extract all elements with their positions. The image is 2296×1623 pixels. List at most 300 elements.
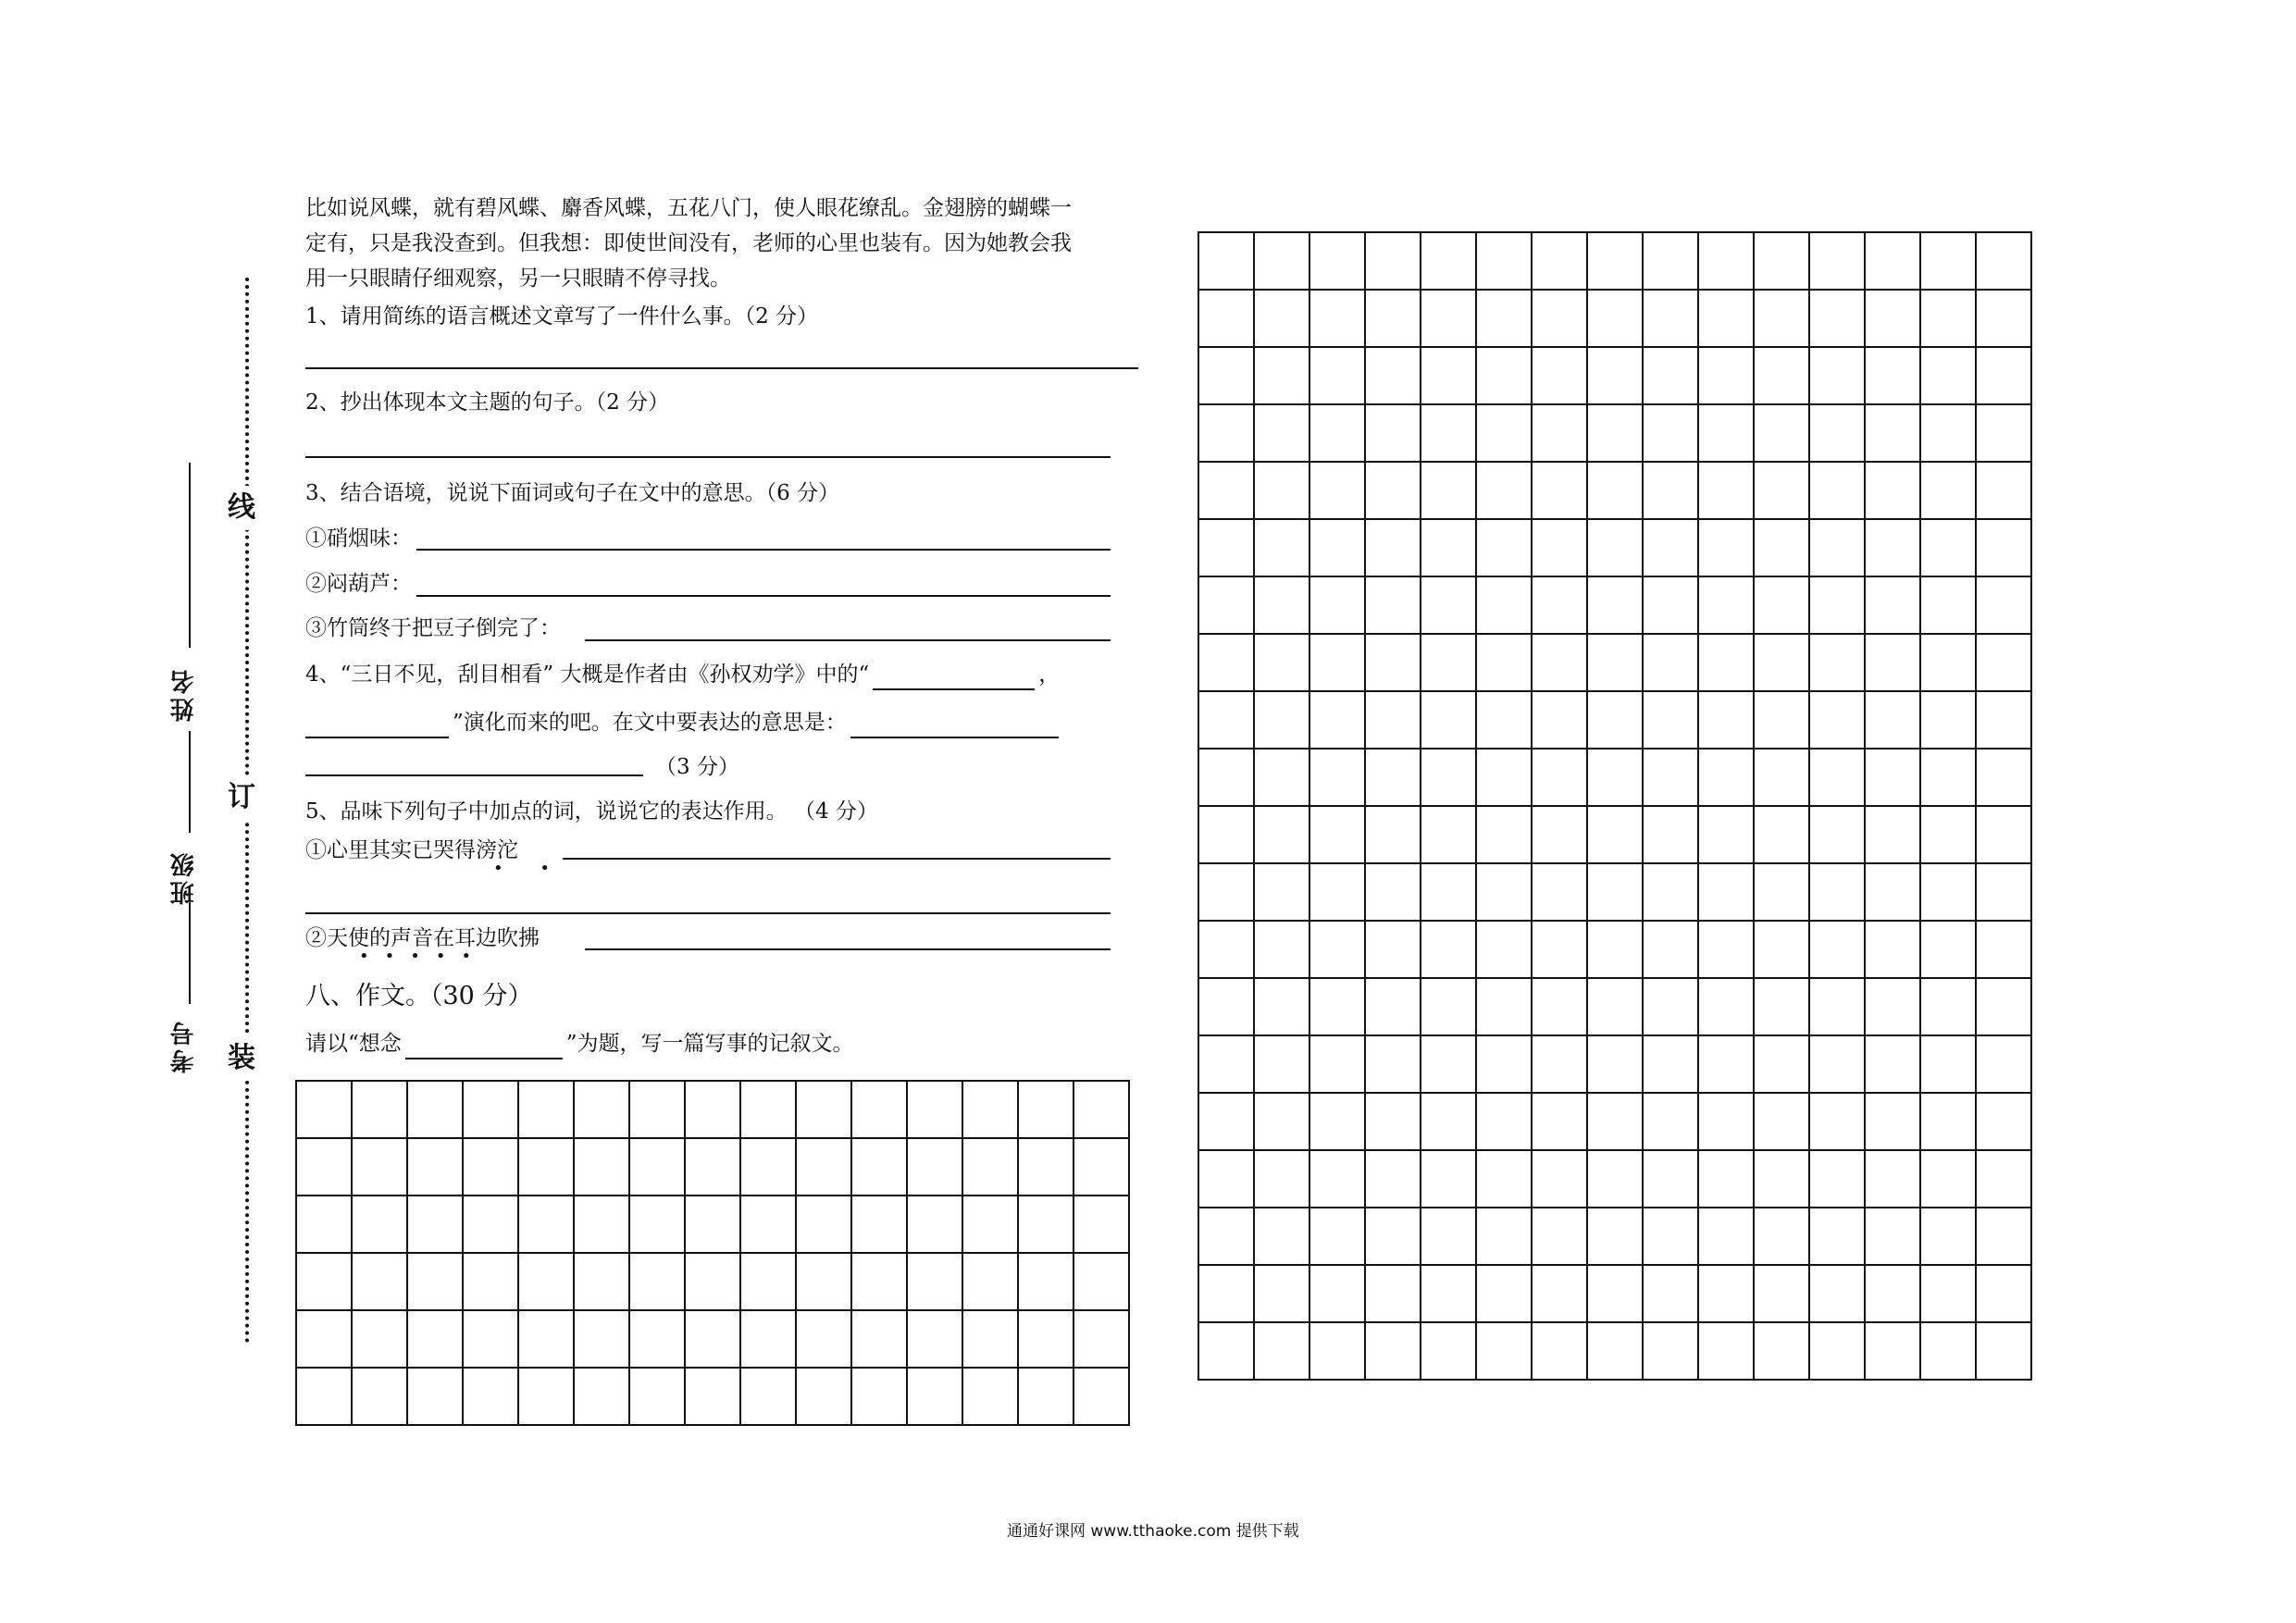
grid-cell[interactable] xyxy=(407,1253,463,1310)
grid-cell[interactable] xyxy=(1421,404,1476,462)
grid-cell[interactable] xyxy=(1865,921,1920,978)
grid-cell[interactable] xyxy=(1754,519,1809,576)
grid-cell[interactable] xyxy=(1365,347,1421,404)
grid-cell[interactable] xyxy=(1365,519,1421,576)
grid-cell[interactable] xyxy=(685,1138,740,1196)
grid-cell[interactable] xyxy=(1643,1322,1698,1380)
grid-cell[interactable] xyxy=(1754,634,1809,691)
grid-cell[interactable] xyxy=(1920,519,1976,576)
answer-line-q3-3[interactable] xyxy=(585,639,1111,641)
grid-cell[interactable] xyxy=(1587,806,1643,863)
grid-cell[interactable] xyxy=(1254,634,1309,691)
grid-cell[interactable] xyxy=(574,1253,629,1310)
grid-cell[interactable] xyxy=(1365,1322,1421,1380)
grid-cell[interactable] xyxy=(1365,1150,1421,1208)
grid-cell[interactable] xyxy=(1865,634,1920,691)
grid-cell[interactable] xyxy=(1643,749,1698,806)
grid-cell[interactable] xyxy=(1365,634,1421,691)
grid-cell[interactable] xyxy=(1587,749,1643,806)
grid-cell[interactable] xyxy=(1532,691,1587,749)
grid-cell[interactable] xyxy=(1309,519,1365,576)
grid-cell[interactable] xyxy=(1920,462,1976,519)
grid-cell[interactable] xyxy=(1309,232,1365,290)
grid-cell[interactable] xyxy=(1643,1035,1698,1093)
grid-cell[interactable] xyxy=(1309,806,1365,863)
grid-cell[interactable] xyxy=(1976,691,2031,749)
grid-cell[interactable] xyxy=(962,1310,1018,1368)
grid-cell[interactable] xyxy=(296,1310,352,1368)
grid-cell[interactable] xyxy=(1587,863,1643,921)
grid-cell[interactable] xyxy=(740,1138,796,1196)
grid-cell[interactable] xyxy=(1865,1208,1920,1265)
grid-cell[interactable] xyxy=(1254,232,1309,290)
grid-cell[interactable] xyxy=(1698,863,1754,921)
grid-cell[interactable] xyxy=(1587,691,1643,749)
grid-cell[interactable] xyxy=(518,1138,574,1196)
grid-cell[interactable] xyxy=(1309,634,1365,691)
grid-cell[interactable] xyxy=(1587,1093,1643,1150)
grid-cell[interactable] xyxy=(1365,691,1421,749)
grid-cell[interactable] xyxy=(1809,634,1865,691)
answer-line-q5-2[interactable] xyxy=(585,948,1111,950)
grid-cell[interactable] xyxy=(1809,1035,1865,1093)
grid-cell[interactable] xyxy=(1754,1150,1809,1208)
grid-cell[interactable] xyxy=(1865,1035,1920,1093)
grid-cell[interactable] xyxy=(1018,1253,1074,1310)
grid-cell[interactable] xyxy=(851,1138,907,1196)
grid-cell[interactable] xyxy=(1476,1150,1532,1208)
grid-cell[interactable] xyxy=(1809,806,1865,863)
grid-cell[interactable] xyxy=(1074,1253,1129,1310)
grid-cell[interactable] xyxy=(1587,290,1643,347)
grid-cell[interactable] xyxy=(1309,1208,1365,1265)
grid-cell[interactable] xyxy=(1976,232,2031,290)
grid-cell[interactable] xyxy=(851,1081,907,1138)
grid-cell[interactable] xyxy=(518,1196,574,1253)
grid-cell[interactable] xyxy=(1365,863,1421,921)
grid-cell[interactable] xyxy=(1309,1265,1365,1322)
grid-cell[interactable] xyxy=(1198,634,1254,691)
grid-cell[interactable] xyxy=(407,1310,463,1368)
grid-cell[interactable] xyxy=(1365,749,1421,806)
grid-cell[interactable] xyxy=(1754,691,1809,749)
grid-cell[interactable] xyxy=(962,1196,1018,1253)
grid-cell[interactable] xyxy=(296,1138,352,1196)
grid-cell[interactable] xyxy=(962,1138,1018,1196)
grid-cell[interactable] xyxy=(1198,519,1254,576)
grid-cell[interactable] xyxy=(1476,290,1532,347)
grid-cell[interactable] xyxy=(1865,519,1920,576)
grid-cell[interactable] xyxy=(1920,1150,1976,1208)
grid-cell[interactable] xyxy=(463,1253,518,1310)
grid-cell[interactable] xyxy=(1198,576,1254,634)
grid-cell[interactable] xyxy=(1865,978,1920,1035)
grid-cell[interactable] xyxy=(1865,462,1920,519)
grid-cell[interactable] xyxy=(1976,347,2031,404)
grid-cell[interactable] xyxy=(1587,1265,1643,1322)
grid-cell[interactable] xyxy=(1198,863,1254,921)
grid-cell[interactable] xyxy=(1476,462,1532,519)
grid-cell[interactable] xyxy=(1198,921,1254,978)
grid-cell[interactable] xyxy=(1198,1035,1254,1093)
grid-cell[interactable] xyxy=(574,1368,629,1425)
grid-cell[interactable] xyxy=(1920,691,1976,749)
grid-cell[interactable] xyxy=(1254,1093,1309,1150)
grid-cell[interactable] xyxy=(1074,1081,1129,1138)
grid-cell[interactable] xyxy=(1809,1093,1865,1150)
grid-cell[interactable] xyxy=(1754,1322,1809,1380)
grid-cell[interactable] xyxy=(1309,1035,1365,1093)
grid-cell[interactable] xyxy=(851,1253,907,1310)
answer-line-q2[interactable] xyxy=(305,456,1111,458)
grid-cell[interactable] xyxy=(1754,1035,1809,1093)
grid-cell[interactable] xyxy=(1698,290,1754,347)
grid-cell[interactable] xyxy=(1421,232,1476,290)
grid-cell[interactable] xyxy=(796,1138,851,1196)
grid-cell[interactable] xyxy=(1365,1035,1421,1093)
grid-cell[interactable] xyxy=(1976,404,2031,462)
grid-cell[interactable] xyxy=(1018,1310,1074,1368)
grid-cell[interactable] xyxy=(1865,1265,1920,1322)
grid-cell[interactable] xyxy=(1809,290,1865,347)
grid-cell[interactable] xyxy=(1976,806,2031,863)
grid-cell[interactable] xyxy=(1074,1138,1129,1196)
grid-cell[interactable] xyxy=(1587,1322,1643,1380)
grid-cell[interactable] xyxy=(1698,1035,1754,1093)
grid-cell[interactable] xyxy=(1587,519,1643,576)
grid-cell[interactable] xyxy=(1309,347,1365,404)
grid-cell[interactable] xyxy=(296,1253,352,1310)
grid-cell[interactable] xyxy=(1587,634,1643,691)
grid-cell[interactable] xyxy=(1643,519,1698,576)
grid-cell[interactable] xyxy=(1865,232,1920,290)
grid-cell[interactable] xyxy=(1254,863,1309,921)
grid-cell[interactable] xyxy=(907,1253,962,1310)
grid-cell[interactable] xyxy=(907,1081,962,1138)
grid-cell[interactable] xyxy=(1920,921,1976,978)
grid-cell[interactable] xyxy=(1976,921,2031,978)
grid-cell[interactable] xyxy=(1809,978,1865,1035)
grid-cell[interactable] xyxy=(1476,1265,1532,1322)
grid-cell[interactable] xyxy=(1698,232,1754,290)
grid-cell[interactable] xyxy=(1809,921,1865,978)
grid-cell[interactable] xyxy=(1532,1265,1587,1322)
grid-cell[interactable] xyxy=(907,1310,962,1368)
grid-cell[interactable] xyxy=(1643,232,1698,290)
grid-cell[interactable] xyxy=(463,1310,518,1368)
grid-cell[interactable] xyxy=(1476,749,1532,806)
grid-cell[interactable] xyxy=(1643,863,1698,921)
grid-cell[interactable] xyxy=(1754,921,1809,978)
grid-cell[interactable] xyxy=(1476,347,1532,404)
grid-cell[interactable] xyxy=(1587,576,1643,634)
grid-cell[interactable] xyxy=(1643,347,1698,404)
grid-cell[interactable] xyxy=(1421,691,1476,749)
grid-cell[interactable] xyxy=(1532,1322,1587,1380)
grid-cell[interactable] xyxy=(740,1081,796,1138)
grid-cell[interactable] xyxy=(1587,404,1643,462)
grid-cell[interactable] xyxy=(1421,1322,1476,1380)
grid-cell[interactable] xyxy=(1698,921,1754,978)
grid-cell[interactable] xyxy=(1365,978,1421,1035)
grid-cell[interactable] xyxy=(1018,1081,1074,1138)
grid-cell[interactable] xyxy=(1698,806,1754,863)
grid-cell[interactable] xyxy=(1809,232,1865,290)
grid-cell[interactable] xyxy=(1074,1196,1129,1253)
grid-cell[interactable] xyxy=(1698,1093,1754,1150)
grid-cell[interactable] xyxy=(1421,634,1476,691)
grid-cell[interactable] xyxy=(1754,347,1809,404)
grid-cell[interactable] xyxy=(1754,462,1809,519)
grid-cell[interactable] xyxy=(1254,1265,1309,1322)
grid-cell[interactable] xyxy=(1421,1150,1476,1208)
grid-cell[interactable] xyxy=(1365,1208,1421,1265)
grid-cell[interactable] xyxy=(1254,749,1309,806)
grid-cell[interactable] xyxy=(1254,576,1309,634)
grid-cell[interactable] xyxy=(1754,576,1809,634)
grid-cell[interactable] xyxy=(1643,1208,1698,1265)
grid-cell[interactable] xyxy=(296,1081,352,1138)
grid-cell[interactable] xyxy=(740,1196,796,1253)
grid-cell[interactable] xyxy=(1809,691,1865,749)
grid-cell[interactable] xyxy=(352,1253,407,1310)
grid-cell[interactable] xyxy=(1920,1208,1976,1265)
grid-cell[interactable] xyxy=(352,1310,407,1368)
grid-cell[interactable] xyxy=(1976,1208,2031,1265)
grid-cell[interactable] xyxy=(463,1081,518,1138)
grid-cell[interactable] xyxy=(1309,863,1365,921)
grid-cell[interactable] xyxy=(1254,290,1309,347)
grid-cell[interactable] xyxy=(1754,749,1809,806)
grid-cell[interactable] xyxy=(1421,347,1476,404)
grid-cell[interactable] xyxy=(1976,749,2031,806)
grid-cell[interactable] xyxy=(1309,290,1365,347)
grid-cell[interactable] xyxy=(1198,691,1254,749)
grid-cell[interactable] xyxy=(1865,404,1920,462)
grid-cell[interactable] xyxy=(1532,806,1587,863)
grid-cell[interactable] xyxy=(1421,519,1476,576)
grid-cell[interactable] xyxy=(1532,1093,1587,1150)
grid-cell[interactable] xyxy=(1587,1035,1643,1093)
q4-blank-3[interactable] xyxy=(850,712,1059,738)
grid-cell[interactable] xyxy=(1698,634,1754,691)
answer-line-q5-1b[interactable] xyxy=(305,912,1111,914)
grid-cell[interactable] xyxy=(1198,290,1254,347)
grid-cell[interactable] xyxy=(1809,749,1865,806)
grid-cell[interactable] xyxy=(1532,921,1587,978)
grid-cell[interactable] xyxy=(1920,1322,1976,1380)
grid-cell[interactable] xyxy=(1976,1322,2031,1380)
grid-cell[interactable] xyxy=(1643,462,1698,519)
grid-cell[interactable] xyxy=(1587,1208,1643,1265)
grid-cell[interactable] xyxy=(1254,347,1309,404)
grid-cell[interactable] xyxy=(1587,462,1643,519)
grid-cell[interactable] xyxy=(1421,1265,1476,1322)
grid-cell[interactable] xyxy=(407,1196,463,1253)
grid-cell[interactable] xyxy=(962,1253,1018,1310)
grid-cell[interactable] xyxy=(1421,576,1476,634)
grid-cell[interactable] xyxy=(1865,290,1920,347)
grid-cell[interactable] xyxy=(796,1253,851,1310)
grid-cell[interactable] xyxy=(1809,1208,1865,1265)
grid-cell[interactable] xyxy=(1309,921,1365,978)
grid-cell[interactable] xyxy=(962,1081,1018,1138)
grid-cell[interactable] xyxy=(1421,978,1476,1035)
q4-blank-1[interactable] xyxy=(873,664,1035,690)
grid-cell[interactable] xyxy=(629,1138,685,1196)
grid-cell[interactable] xyxy=(1698,978,1754,1035)
grid-cell[interactable] xyxy=(1754,232,1809,290)
grid-cell[interactable] xyxy=(1309,978,1365,1035)
grid-cell[interactable] xyxy=(1254,921,1309,978)
grid-cell[interactable] xyxy=(1476,863,1532,921)
answer-line-q5-1[interactable] xyxy=(563,858,1111,860)
grid-cell[interactable] xyxy=(1018,1196,1074,1253)
composition-grid-right[interactable] xyxy=(1198,231,2032,1381)
grid-cell[interactable] xyxy=(1754,1093,1809,1150)
grid-cell[interactable] xyxy=(1809,1322,1865,1380)
grid-cell[interactable] xyxy=(1476,806,1532,863)
grid-cell[interactable] xyxy=(1587,232,1643,290)
grid-cell[interactable] xyxy=(1421,290,1476,347)
grid-cell[interactable] xyxy=(1754,863,1809,921)
grid-cell[interactable] xyxy=(1809,462,1865,519)
grid-cell[interactable] xyxy=(796,1368,851,1425)
grid-cell[interactable] xyxy=(407,1138,463,1196)
grid-cell[interactable] xyxy=(1532,232,1587,290)
grid-cell[interactable] xyxy=(1198,978,1254,1035)
grid-cell[interactable] xyxy=(1976,1035,2031,1093)
grid-cell[interactable] xyxy=(1198,1322,1254,1380)
grid-cell[interactable] xyxy=(1809,1265,1865,1322)
answer-line-q3-2[interactable] xyxy=(416,595,1111,597)
grid-cell[interactable] xyxy=(1254,806,1309,863)
grid-cell[interactable] xyxy=(1865,1150,1920,1208)
grid-cell[interactable] xyxy=(1254,404,1309,462)
grid-cell[interactable] xyxy=(1754,1265,1809,1322)
grid-cell[interactable] xyxy=(1476,576,1532,634)
grid-cell[interactable] xyxy=(1809,519,1865,576)
grid-cell[interactable] xyxy=(851,1368,907,1425)
grid-cell[interactable] xyxy=(1198,1093,1254,1150)
grid-cell[interactable] xyxy=(1865,806,1920,863)
grid-cell[interactable] xyxy=(796,1081,851,1138)
grid-cell[interactable] xyxy=(685,1310,740,1368)
grid-cell[interactable] xyxy=(1309,462,1365,519)
grid-cell[interactable] xyxy=(907,1368,962,1425)
name-field-line[interactable] xyxy=(189,463,191,648)
grid-cell[interactable] xyxy=(1643,290,1698,347)
grid-cell[interactable] xyxy=(1532,863,1587,921)
grid-cell[interactable] xyxy=(1309,1093,1365,1150)
grid-cell[interactable] xyxy=(685,1253,740,1310)
grid-cell[interactable] xyxy=(1309,1322,1365,1380)
grid-cell[interactable] xyxy=(296,1196,352,1253)
grid-cell[interactable] xyxy=(1309,1150,1365,1208)
grid-cell[interactable] xyxy=(1587,921,1643,978)
grid-cell[interactable] xyxy=(574,1196,629,1253)
grid-cell[interactable] xyxy=(1198,1150,1254,1208)
grid-cell[interactable] xyxy=(1532,404,1587,462)
grid-cell[interactable] xyxy=(685,1081,740,1138)
grid-cell[interactable] xyxy=(1643,404,1698,462)
grid-cell[interactable] xyxy=(740,1368,796,1425)
grid-cell[interactable] xyxy=(1587,978,1643,1035)
grid-cell[interactable] xyxy=(518,1253,574,1310)
grid-cell[interactable] xyxy=(629,1081,685,1138)
grid-cell[interactable] xyxy=(1476,1093,1532,1150)
grid-cell[interactable] xyxy=(352,1196,407,1253)
grid-cell[interactable] xyxy=(1920,806,1976,863)
grid-cell[interactable] xyxy=(1365,921,1421,978)
grid-cell[interactable] xyxy=(1865,347,1920,404)
grid-cell[interactable] xyxy=(1476,232,1532,290)
q4-blank-2[interactable] xyxy=(305,712,449,738)
grid-cell[interactable] xyxy=(1920,1093,1976,1150)
grid-cell[interactable] xyxy=(851,1310,907,1368)
grid-cell[interactable] xyxy=(1421,462,1476,519)
grid-cell[interactable] xyxy=(1754,1208,1809,1265)
grid-cell[interactable] xyxy=(352,1138,407,1196)
grid-cell[interactable] xyxy=(1809,347,1865,404)
grid-cell[interactable] xyxy=(1254,519,1309,576)
grid-cell[interactable] xyxy=(463,1138,518,1196)
grid-cell[interactable] xyxy=(1754,978,1809,1035)
grid-cell[interactable] xyxy=(518,1081,574,1138)
grid-cell[interactable] xyxy=(1254,978,1309,1035)
grid-cell[interactable] xyxy=(1198,347,1254,404)
grid-cell[interactable] xyxy=(1254,1208,1309,1265)
grid-cell[interactable] xyxy=(1643,978,1698,1035)
grid-cell[interactable] xyxy=(1643,691,1698,749)
grid-cell[interactable] xyxy=(574,1081,629,1138)
grid-cell[interactable] xyxy=(1587,347,1643,404)
grid-cell[interactable] xyxy=(1698,1208,1754,1265)
grid-cell[interactable] xyxy=(1421,1208,1476,1265)
grid-cell[interactable] xyxy=(1476,1035,1532,1093)
grid-cell[interactable] xyxy=(1254,1035,1309,1093)
grid-cell[interactable] xyxy=(1976,519,2031,576)
grid-cell[interactable] xyxy=(1254,691,1309,749)
grid-cell[interactable] xyxy=(1643,634,1698,691)
grid-cell[interactable] xyxy=(1532,1035,1587,1093)
grid-cell[interactable] xyxy=(518,1368,574,1425)
composition-grid-left[interactable] xyxy=(295,1080,1130,1426)
grid-cell[interactable] xyxy=(574,1138,629,1196)
grid-cell[interactable] xyxy=(1976,462,2031,519)
grid-cell[interactable] xyxy=(463,1368,518,1425)
grid-cell[interactable] xyxy=(851,1196,907,1253)
grid-cell[interactable] xyxy=(685,1368,740,1425)
grid-cell[interactable] xyxy=(1365,806,1421,863)
grid-cell[interactable] xyxy=(1976,978,2031,1035)
grid-cell[interactable] xyxy=(1532,749,1587,806)
grid-cell[interactable] xyxy=(1698,519,1754,576)
answer-line-q3-1[interactable] xyxy=(416,549,1111,551)
grid-cell[interactable] xyxy=(1476,1208,1532,1265)
grid-cell[interactable] xyxy=(1421,1035,1476,1093)
grid-cell[interactable] xyxy=(1254,1150,1309,1208)
grid-cell[interactable] xyxy=(1476,691,1532,749)
grid-cell[interactable] xyxy=(1309,576,1365,634)
grid-cell[interactable] xyxy=(1198,404,1254,462)
grid-cell[interactable] xyxy=(1976,1265,2031,1322)
grid-cell[interactable] xyxy=(1365,290,1421,347)
grid-cell[interactable] xyxy=(1643,1093,1698,1150)
grid-cell[interactable] xyxy=(1198,462,1254,519)
grid-cell[interactable] xyxy=(1920,863,1976,921)
grid-cell[interactable] xyxy=(1476,1322,1532,1380)
